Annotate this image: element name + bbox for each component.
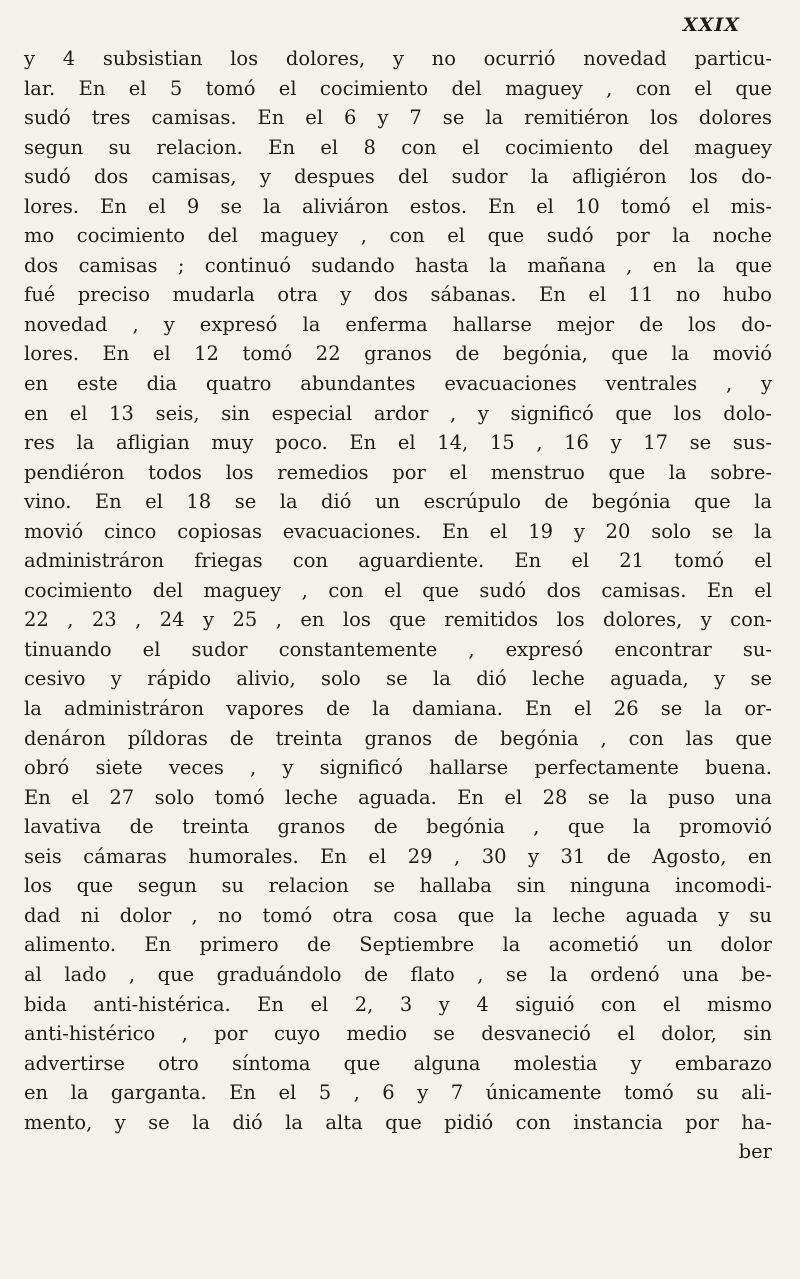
text-line: lores. En el 9 se la aliviáron estos. En el 10 tomó el mis-: [24, 194, 772, 218]
text-line: lar. En el 5 tomó el cocimiento del maguey , con el que: [24, 76, 772, 100]
text-line: vino. En el 18 se la dió un escrúpulo de begónia que la: [24, 490, 772, 514]
text-line: la administráron vapores de la damiana. En el 26 se la or-: [24, 697, 772, 721]
text-line: en este dia quatro abundantes evacuaciones ventrales , y: [24, 372, 772, 396]
text-line: lores. En el 12 tomó 22 granos de begónia, que la movió: [24, 342, 772, 366]
text-line: novedad , y expresó la enferma hallarse mejor de los do-: [24, 312, 772, 336]
text-line: pendiéron todos los remedios por el menstruo que la sobre-: [24, 460, 772, 484]
text-line: res la afligian muy poco. En el 14, 15 , 16 y 17 se sus-: [24, 431, 772, 455]
text-line: administráron friegas con aguardiente. En el 21 tomó el: [24, 549, 772, 573]
text-line: mo cocimiento del maguey , con el que sudó por la noche: [24, 224, 772, 248]
text-line: advertirse otro síntoma que alguna molestia y embarazo: [24, 1051, 772, 1075]
text-line: segun su relacion. En el 8 con el cocimiento del maguey: [24, 135, 772, 159]
text-line: dad ni dolor , no tomó otra cosa que la leche aguada y su: [24, 903, 772, 927]
text-line: seis cámaras humorales. En el 29 , 30 y 31 de Agosto, en: [24, 844, 772, 868]
text-line: sudó dos camisas, y despues del sudor la afligiéron los do-: [24, 165, 772, 189]
text-line: bida anti-histérica. En el 2, 3 y 4 siguió con el mismo: [24, 992, 772, 1016]
page-number: XXIX: [682, 14, 740, 36]
text-line: movió cinco copiosas evacuaciones. En el 19 y 20 solo se la: [24, 519, 772, 543]
text-line-catchword: ber: [738, 1140, 772, 1164]
text-line: cesivo y rápido alivio, solo se la dió leche aguada, y se: [24, 667, 772, 691]
text-line: fué preciso mudarla otra y dos sábanas. En el 11 no hubo: [24, 283, 772, 307]
text-line: tinuando el sudor constantemente , expresó encontrar su-: [24, 637, 772, 661]
text-line: en la garganta. En el 5 , 6 y 7 únicamente tomó su ali-: [24, 1081, 772, 1105]
text-line: denáron píldoras de treinta granos de begónia , con las que: [24, 726, 772, 750]
text-line: al lado , que graduándolo de flato , se la ordenó una be-: [24, 962, 772, 986]
text-line: En el 27 solo tomó leche aguada. En el 28 se la puso una: [24, 785, 772, 809]
text-line: 22 , 23 , 24 y 25 , en los que remitidos los dolores, y con-: [24, 608, 772, 632]
text-line: anti-histérico , por cuyo medio se desvaneció el dolor, sin: [24, 1022, 772, 1046]
text-line: lavativa de treinta granos de begónia , que la promovió: [24, 815, 772, 839]
text-line: y 4 subsistian los dolores, y no ocurrió novedad particu-: [24, 47, 772, 70]
text-line: mento, y se la dió la alta que pidió con instancia por ha-: [24, 1110, 772, 1134]
text-line: en el 13 seis, sin especial ardor , y significó que los dolo-: [24, 401, 772, 425]
text-line: los que segun su relacion se hallaba sin ninguna incomodi-: [24, 874, 772, 898]
text-line: sudó tres camisas. En el 6 y 7 se la remitiéron los dolores: [24, 106, 772, 130]
text-line: obró siete veces , y significó hallarse perfectamente buena.: [24, 756, 772, 780]
text-line: cocimiento del maguey , con el que sudó dos camisas. En el: [24, 578, 772, 602]
body-text: [24, 44, 772, 1167]
text-line: dos camisas ; continuó sudando hasta la mañana , en la que: [24, 253, 772, 277]
text-line: alimento. En primero de Septiembre la acometió un dolor: [24, 933, 772, 957]
